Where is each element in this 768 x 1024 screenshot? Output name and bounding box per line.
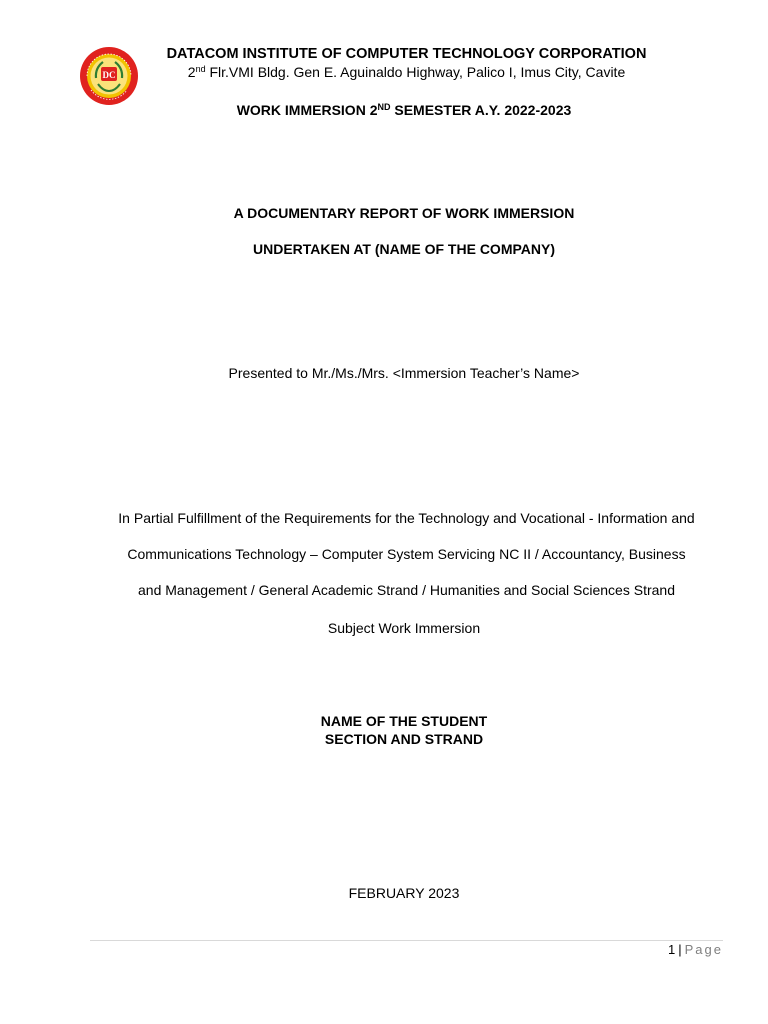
fulfillment-paragraph bbox=[80, 500, 733, 608]
fulfillment-line: and Management / General Academic Strand / Humanities and Social Sciences Strand bbox=[138, 582, 675, 598]
student-block bbox=[20, 712, 768, 748]
report-subtitle: UNDERTAKEN AT (NAME OF THE COMPANY) bbox=[252, 241, 556, 257]
section-strand: SECTION AND STRAND bbox=[324, 731, 484, 747]
semester-heading: WORK IMMERSION 2ND SEMESTER A.Y. 2022-2023 bbox=[236, 102, 572, 118]
logo-initials: DC bbox=[102, 70, 116, 80]
footer-divider bbox=[90, 940, 723, 941]
institution-address: 2nd Flr.VMI Bldg. Gen E. Aguinaldo Highway, Palico I, Imus City, Cavite bbox=[187, 64, 626, 80]
presented-to: Presented to Mr./Ms./Mrs. <Immersion Teacher’s Name> bbox=[228, 365, 580, 381]
subject-line: Subject Work Immersion bbox=[327, 620, 481, 636]
report-title: A DOCUMENTARY REPORT OF WORK IMMERSION bbox=[233, 205, 575, 221]
fulfillment-line: In Partial Fulfillment of the Requirements for the Technology and Vocational - Information and bbox=[118, 510, 695, 526]
report-date: FEBRUARY 2023 bbox=[348, 885, 460, 901]
fulfillment-line: Communications Technology – Computer System Servicing NC II / Accountancy, Business bbox=[127, 546, 686, 562]
student-name: NAME OF THE STUDENT bbox=[320, 713, 488, 729]
page-number: 1 | Page bbox=[668, 942, 723, 957]
institution-name: DATACOM INSTITUTE OF COMPUTER TECHNOLOGY CORPORATION bbox=[166, 46, 647, 62]
